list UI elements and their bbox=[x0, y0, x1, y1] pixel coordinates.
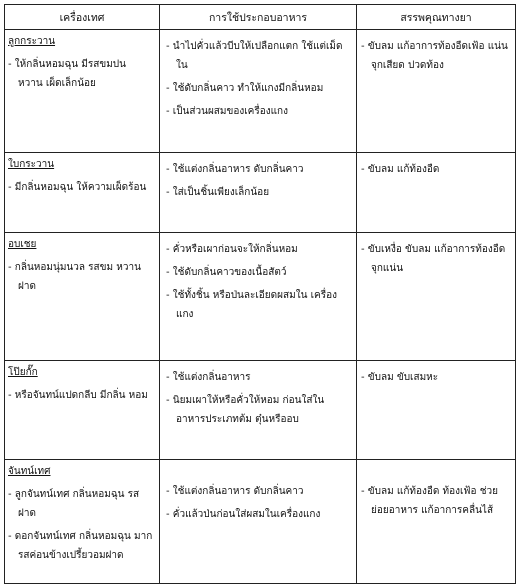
table-row bbox=[5, 30, 516, 153]
cooking-use-item: - ใช้แต่งกลิ่นอาหาร bbox=[166, 372, 251, 383]
cooking-use-item: - ใส่เป็นชิ้นเพียงเล็กน้อย bbox=[166, 187, 270, 198]
cooking-use-item: - ใช้ทั้งชิ้น หรือป่นละเอียดผสมใน เครื่องแกง bbox=[166, 290, 337, 320]
cooking-use-item: - ใช้ดับกลิ่นคาวของเนื้อสัตว์ bbox=[166, 267, 287, 278]
spice-name: อบเชย bbox=[8, 239, 37, 250]
medicinal-item: - ขับลม แก้ท้องอืด bbox=[361, 164, 440, 175]
table-row bbox=[5, 460, 516, 584]
medicinal-item: - ขับลม แก้อาการท้องอืดเฟ้อ แน่นจุกเสียด ปวดท้อง bbox=[361, 41, 508, 71]
medicinal-cell bbox=[357, 233, 516, 361]
header-spice: เครื่องเทศ bbox=[5, 5, 160, 30]
spice-name: โป๊ยกั๊ก bbox=[8, 367, 38, 378]
cooking-use-item: - ใช้ดับกลิ่นคาว ทำให้แกงมีกลิ่นหอม bbox=[166, 83, 324, 94]
spice-description: - ดอกจันทน์เทศ กลิ่นหอมฉุน มาก รสค่อนข้างเปรี้ยวอมฝาด bbox=[8, 531, 153, 561]
header-medicinal: สรรพคุณทางยา bbox=[357, 5, 516, 30]
spice-description: - กลิ่นหอมนุ่มนวล รสขม หวาน ฝาด bbox=[8, 262, 141, 292]
cooking-use-cell bbox=[160, 30, 357, 153]
spice-table bbox=[4, 4, 516, 584]
spice-cell bbox=[5, 460, 160, 584]
cooking-use-item: - ใช้แต่งกลิ่นอาหาร ดับกลิ่นคาว bbox=[166, 164, 304, 175]
spice-cell bbox=[5, 361, 160, 460]
cooking-use-cell bbox=[160, 361, 357, 460]
cooking-use-item: - คั่วแล้วป่นก่อนใส่ผสมในเครื่องแกง bbox=[166, 509, 321, 520]
medicinal-cell bbox=[357, 30, 516, 153]
cooking-use-item: - นิยมเผาให้หรือคั่วให้หอม ก่อนใส่ใน อาหารประเภทต้ม ตุ๋นหรืออบ bbox=[166, 395, 325, 425]
spice-name: จันทน์เทศ bbox=[8, 466, 51, 477]
spice-description: - มีกลิ่นหอมฉุน ให้ความเผ็ดร้อน bbox=[8, 182, 147, 193]
table-row bbox=[5, 153, 516, 233]
spice-cell bbox=[5, 233, 160, 361]
header-cooking-use: การใช้ประกอบอาหาร bbox=[160, 5, 357, 30]
spice-name: ใบกระวาน bbox=[8, 159, 55, 170]
spice-cell bbox=[5, 30, 160, 153]
cooking-use-item: - นำไปคั่วแล้วบีบให้เปลือกแตก ใช้แต่เม็ดใน bbox=[166, 41, 343, 71]
cooking-use-cell bbox=[160, 233, 357, 361]
cooking-use-item: - คั่วหรือเผาก่อนจะให้กลิ่นหอม bbox=[166, 244, 298, 255]
spice-description: - ให้กลิ่นหอมฉุน มีรสขมปน หวาน เผ็ดเล็กน้อย bbox=[8, 59, 126, 89]
medicinal-cell bbox=[357, 361, 516, 460]
header-row bbox=[5, 5, 516, 30]
medicinal-item: - ขับเหงื่อ ขับลม แก้อาการท้องอืด จุกแน่น bbox=[361, 244, 506, 274]
medicinal-item: - ขับลม ขับเสมหะ bbox=[361, 372, 439, 383]
table-row bbox=[5, 361, 516, 460]
spice-cell bbox=[5, 153, 160, 233]
spice-name: ลูกกระวาน bbox=[8, 36, 56, 47]
spice-description: - หรือจันทน์แปดกลีบ มีกลิ่น หอม bbox=[8, 390, 148, 401]
medicinal-cell bbox=[357, 460, 516, 584]
table-row bbox=[5, 233, 516, 361]
spice-description: - ลูกจันทน์เทศ กลิ่นหอมฉุน รสฝาด bbox=[8, 489, 140, 519]
cooking-use-cell bbox=[160, 153, 357, 233]
medicinal-item: - ขับลม แก้ท้องอืด ท้องเฟ้อ ช่วย ย่อยอาหาร แก้อาการคลื่นไส้ bbox=[361, 486, 498, 516]
cooking-use-item: - ใช้แต่งกลิ่นอาหาร ดับกลิ่นคาว bbox=[166, 486, 304, 497]
cooking-use-cell bbox=[160, 460, 357, 584]
medicinal-cell bbox=[357, 153, 516, 233]
cooking-use-item: - เป็นส่วนผสมของเครื่องแกง bbox=[166, 106, 288, 117]
